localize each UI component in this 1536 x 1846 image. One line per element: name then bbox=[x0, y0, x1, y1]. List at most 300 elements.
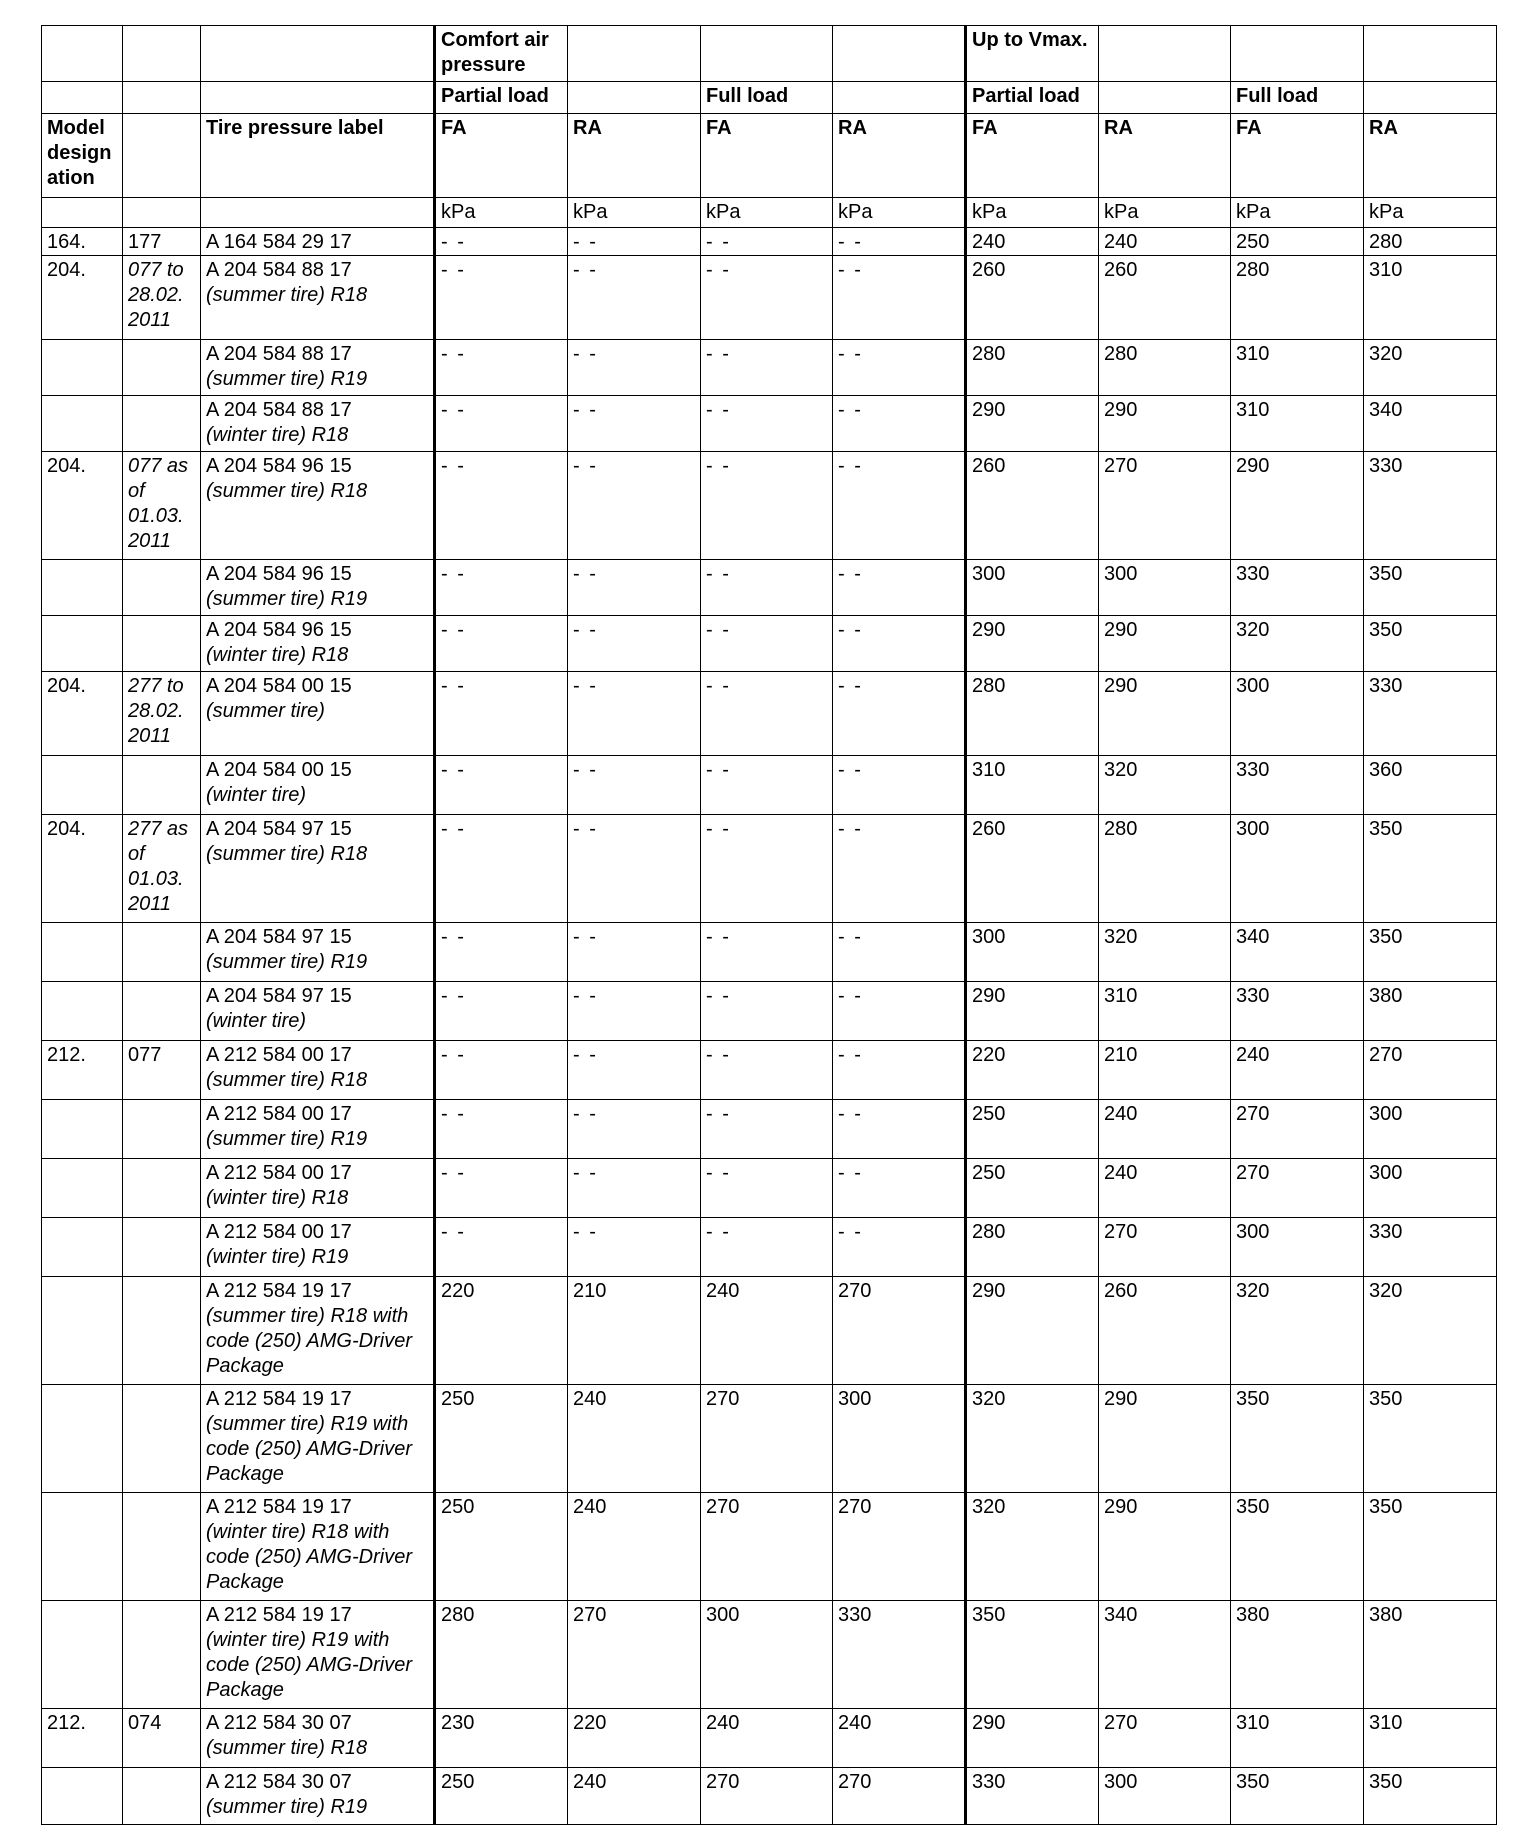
version-code-cell bbox=[123, 396, 201, 452]
pressure-value-cell: - - bbox=[568, 228, 701, 256]
pressure-value-cell: 330 bbox=[1364, 452, 1497, 560]
part-number: A 204 584 88 17 bbox=[206, 343, 352, 365]
pressure-value-cell: 290 bbox=[1099, 672, 1231, 756]
table-row bbox=[42, 815, 1497, 923]
pressure-value-cell: 330 bbox=[1364, 1218, 1497, 1277]
pressure-value-cell: - - bbox=[435, 1218, 568, 1277]
model-designation-cell bbox=[42, 1768, 123, 1825]
tire-pressure-label-cell bbox=[201, 396, 435, 452]
part-number: A 204 584 96 15 bbox=[206, 563, 352, 585]
pressure-value-cell: - - bbox=[701, 982, 833, 1041]
version-code-cell bbox=[123, 1218, 201, 1277]
version-code-cell bbox=[123, 1277, 201, 1385]
pressure-value-cell: 220 bbox=[966, 1041, 1099, 1100]
part-number: A 212 584 19 17 bbox=[206, 1388, 352, 1410]
comfort-air-pressure-header: Comfort air pressure bbox=[435, 26, 568, 82]
version-code-cell bbox=[123, 1385, 201, 1493]
part-number: A 204 584 96 15 bbox=[206, 619, 352, 641]
pressure-value-cell: 270 bbox=[701, 1768, 833, 1825]
pressure-value-cell: - - bbox=[435, 340, 568, 396]
model-designation-cell bbox=[42, 1277, 123, 1385]
pressure-value-cell: 340 bbox=[1231, 923, 1364, 982]
table-row bbox=[42, 1768, 1497, 1825]
part-number: A 212 584 19 17 bbox=[206, 1280, 352, 1302]
model-designation-cell bbox=[42, 756, 123, 815]
tire-pressure-label-cell bbox=[201, 1385, 435, 1493]
pressure-value-cell: 330 bbox=[1364, 672, 1497, 756]
pressure-value-cell: 290 bbox=[1231, 452, 1364, 560]
unit-label: kPa bbox=[568, 198, 701, 228]
pressure-value-cell: 240 bbox=[568, 1385, 701, 1493]
pressure-value-cell: 280 bbox=[1099, 815, 1231, 923]
pressure-value-cell: - - bbox=[701, 560, 833, 616]
pressure-value-cell: 240 bbox=[1099, 228, 1231, 256]
pressure-value-cell: - - bbox=[833, 256, 966, 340]
table-row bbox=[42, 1277, 1497, 1385]
table-row bbox=[42, 1601, 1497, 1709]
pressure-value-cell: - - bbox=[435, 256, 568, 340]
pressure-value-cell: 220 bbox=[435, 1277, 568, 1385]
pressure-value-cell: - - bbox=[833, 672, 966, 756]
pressure-value-cell: 330 bbox=[1231, 982, 1364, 1041]
pressure-value-cell: - - bbox=[435, 452, 568, 560]
tire-description: (summer tire) R18 bbox=[206, 284, 368, 306]
tire-description: (summer tire) R19 bbox=[206, 951, 368, 973]
table-row bbox=[42, 256, 1497, 340]
pressure-value-cell: - - bbox=[701, 396, 833, 452]
pressure-value-cell: - - bbox=[568, 1041, 701, 1100]
pressure-value-cell: 280 bbox=[966, 672, 1099, 756]
version-code-cell bbox=[123, 756, 201, 815]
part-number: A 204 584 00 15 bbox=[206, 759, 352, 781]
pressure-value-cell: 290 bbox=[966, 982, 1099, 1041]
pressure-value-cell: - - bbox=[701, 340, 833, 396]
pressure-value-cell: 300 bbox=[833, 1385, 966, 1493]
part-number: A 204 584 88 17 bbox=[206, 399, 352, 421]
model-designation-header: Model design ation bbox=[42, 114, 123, 198]
pressure-value-cell: 210 bbox=[1099, 1041, 1231, 1100]
model-designation-cell bbox=[42, 923, 123, 982]
pressure-value-cell: - - bbox=[435, 560, 568, 616]
tire-description: (summer tire) R18 bbox=[206, 480, 368, 502]
unit-label: kPa bbox=[701, 198, 833, 228]
comfort-full-load-header: Full load bbox=[701, 82, 833, 114]
table-row bbox=[42, 1385, 1497, 1493]
pressure-value-cell: 290 bbox=[966, 1277, 1099, 1385]
front-axle-header: FA bbox=[435, 114, 568, 198]
tire-pressure-label-cell bbox=[201, 616, 435, 672]
unit-label: kPa bbox=[1099, 198, 1231, 228]
tire-pressure-label-cell bbox=[201, 1601, 435, 1709]
pressure-value-cell: 350 bbox=[1231, 1768, 1364, 1825]
pressure-value-cell: 300 bbox=[966, 923, 1099, 982]
table-row bbox=[42, 1100, 1497, 1159]
part-number: A 212 584 00 17 bbox=[206, 1044, 352, 1066]
version-code-cell: 077 bbox=[123, 1041, 201, 1100]
tire-pressure-label-cell bbox=[201, 1041, 435, 1100]
model-designation-cell bbox=[42, 340, 123, 396]
header-row-unit bbox=[42, 198, 1497, 228]
part-number: A 204 584 97 15 bbox=[206, 985, 352, 1007]
pressure-value-cell: - - bbox=[435, 672, 568, 756]
version-code-cell bbox=[123, 560, 201, 616]
vmax-full-load-header: Full load bbox=[1231, 82, 1364, 114]
header-row-group bbox=[42, 26, 1497, 82]
tire-description: (summer tire) bbox=[206, 700, 325, 722]
pressure-value-cell: 320 bbox=[1231, 616, 1364, 672]
pressure-value-cell: 240 bbox=[701, 1709, 833, 1768]
unit-label: kPa bbox=[966, 198, 1099, 228]
pressure-value-cell: 210 bbox=[568, 1277, 701, 1385]
pressure-value-cell: - - bbox=[833, 756, 966, 815]
pressure-value-cell: 270 bbox=[701, 1385, 833, 1493]
pressure-value-cell: 300 bbox=[1231, 1218, 1364, 1277]
tire-description: (summer tire) R18 bbox=[206, 1737, 368, 1759]
tire-description: (summer tire) R18 bbox=[206, 1069, 368, 1091]
tire-pressure-table bbox=[41, 25, 1497, 1825]
tire-pressure-label-cell bbox=[201, 1277, 435, 1385]
tire-pressure-label-cell bbox=[201, 815, 435, 923]
pressure-value-cell: - - bbox=[833, 1159, 966, 1218]
table-row bbox=[42, 1493, 1497, 1601]
pressure-value-cell: 270 bbox=[1231, 1159, 1364, 1218]
pressure-value-cell: - - bbox=[701, 228, 833, 256]
pressure-value-cell: 380 bbox=[1231, 1601, 1364, 1709]
model-designation-cell: 204. bbox=[42, 672, 123, 756]
pressure-value-cell: - - bbox=[435, 1041, 568, 1100]
pressure-value-cell: 290 bbox=[966, 616, 1099, 672]
pressure-value-cell: 250 bbox=[435, 1493, 568, 1601]
model-designation-cell: 204. bbox=[42, 815, 123, 923]
table-row bbox=[42, 228, 1497, 256]
pressure-value-cell: - - bbox=[568, 756, 701, 815]
pressure-value-cell: 300 bbox=[1364, 1159, 1497, 1218]
pressure-value-cell: 350 bbox=[1364, 1493, 1497, 1601]
pressure-value-cell: 280 bbox=[1099, 340, 1231, 396]
tire-pressure-label-cell bbox=[201, 340, 435, 396]
pressure-value-cell: 350 bbox=[1364, 815, 1497, 923]
pressure-value-cell: 240 bbox=[1099, 1159, 1231, 1218]
pressure-value-cell: 300 bbox=[966, 560, 1099, 616]
pressure-value-cell: - - bbox=[568, 982, 701, 1041]
pressure-value-cell: 270 bbox=[1099, 452, 1231, 560]
tire-description: (summer tire) R19 bbox=[206, 588, 368, 610]
unit-label: kPa bbox=[1231, 198, 1364, 228]
pressure-value-cell: 270 bbox=[1099, 1218, 1231, 1277]
pressure-value-cell: 280 bbox=[435, 1601, 568, 1709]
tire-pressure-label-cell bbox=[201, 756, 435, 815]
pressure-value-cell: 310 bbox=[1099, 982, 1231, 1041]
pressure-value-cell: 350 bbox=[966, 1601, 1099, 1709]
tire-pressure-label-cell bbox=[201, 1159, 435, 1218]
pressure-value-cell: - - bbox=[568, 340, 701, 396]
model-designation-cell bbox=[42, 396, 123, 452]
pressure-value-cell: 350 bbox=[1364, 923, 1497, 982]
version-code-cell bbox=[123, 1601, 201, 1709]
part-number: A 164 584 29 17 bbox=[206, 231, 352, 253]
pressure-value-cell: - - bbox=[701, 1159, 833, 1218]
pressure-value-cell: 330 bbox=[966, 1768, 1099, 1825]
pressure-value-cell: - - bbox=[833, 560, 966, 616]
pressure-value-cell: - - bbox=[701, 756, 833, 815]
pressure-value-cell: 240 bbox=[1231, 1041, 1364, 1100]
rear-axle-header: RA bbox=[1099, 114, 1231, 198]
pressure-value-cell: 300 bbox=[1099, 560, 1231, 616]
pressure-value-cell: 270 bbox=[568, 1601, 701, 1709]
table-row bbox=[42, 1041, 1497, 1100]
pressure-value-cell: 270 bbox=[1099, 1709, 1231, 1768]
pressure-value-cell: 240 bbox=[568, 1493, 701, 1601]
version-code-cell: 277 as of 01.03. 2011 bbox=[123, 815, 201, 923]
pressure-value-cell: 240 bbox=[1099, 1100, 1231, 1159]
pressure-value-cell: 290 bbox=[1099, 1493, 1231, 1601]
pressure-value-cell: 300 bbox=[1364, 1100, 1497, 1159]
pressure-value-cell: - - bbox=[568, 1159, 701, 1218]
pressure-value-cell: 260 bbox=[966, 256, 1099, 340]
part-number: A 212 584 00 17 bbox=[206, 1103, 352, 1125]
pressure-value-cell: - - bbox=[568, 256, 701, 340]
pressure-value-cell: - - bbox=[701, 256, 833, 340]
model-designation-cell: 204. bbox=[42, 256, 123, 340]
pressure-value-cell: - - bbox=[833, 1041, 966, 1100]
pressure-value-cell: - - bbox=[568, 1100, 701, 1159]
pressure-value-cell: - - bbox=[568, 1218, 701, 1277]
part-number: A 204 584 97 15 bbox=[206, 926, 352, 948]
pressure-value-cell: 290 bbox=[1099, 396, 1231, 452]
part-number: A 204 584 97 15 bbox=[206, 818, 352, 840]
pressure-value-cell: 270 bbox=[1364, 1041, 1497, 1100]
table-row bbox=[42, 672, 1497, 756]
pressure-value-cell: 240 bbox=[568, 1768, 701, 1825]
pressure-value-cell: 290 bbox=[966, 1709, 1099, 1768]
tire-description: (winter tire) bbox=[206, 784, 307, 806]
pressure-value-cell: - - bbox=[435, 228, 568, 256]
pressure-value-cell: - - bbox=[701, 452, 833, 560]
pressure-value-cell: - - bbox=[568, 672, 701, 756]
pressure-value-cell: - - bbox=[833, 396, 966, 452]
model-designation-cell bbox=[42, 1100, 123, 1159]
pressure-value-cell: 280 bbox=[1231, 256, 1364, 340]
pressure-value-cell: - - bbox=[833, 452, 966, 560]
pressure-value-cell: - - bbox=[833, 815, 966, 923]
version-code-cell bbox=[123, 340, 201, 396]
unit-label: kPa bbox=[1364, 198, 1497, 228]
tire-description: (summer tire) R19 with code (250) AMG-Driver Package bbox=[206, 1413, 412, 1485]
pressure-value-cell: 290 bbox=[1099, 616, 1231, 672]
pressure-value-cell: 260 bbox=[966, 815, 1099, 923]
pressure-value-cell: 300 bbox=[1231, 815, 1364, 923]
model-designation-cell bbox=[42, 1385, 123, 1493]
pressure-value-cell: - - bbox=[833, 228, 966, 256]
tire-description: (summer tire) R19 bbox=[206, 1796, 368, 1818]
pressure-value-cell: 360 bbox=[1364, 756, 1497, 815]
table-row bbox=[42, 1159, 1497, 1218]
up-to-vmax-header: Up to Vmax. bbox=[966, 26, 1099, 82]
table-row bbox=[42, 616, 1497, 672]
tire-description: (winter tire) R19 bbox=[206, 1246, 349, 1268]
pressure-value-cell: 310 bbox=[1231, 396, 1364, 452]
table-row bbox=[42, 396, 1497, 452]
part-number: A 204 584 96 15 bbox=[206, 455, 352, 477]
pressure-value-cell: 240 bbox=[833, 1709, 966, 1768]
part-number: A 212 584 00 17 bbox=[206, 1162, 352, 1184]
vmax-partial-load-header: Partial load bbox=[966, 82, 1099, 114]
pressure-value-cell: 310 bbox=[1364, 1709, 1497, 1768]
rear-axle-header: RA bbox=[833, 114, 966, 198]
tire-pressure-label-cell bbox=[201, 923, 435, 982]
header-row-load bbox=[42, 82, 1497, 114]
pressure-value-cell: - - bbox=[435, 923, 568, 982]
tire-description: (winter tire) R19 with code (250) AMG-Driver Package bbox=[206, 1629, 412, 1701]
pressure-value-cell: - - bbox=[701, 616, 833, 672]
tire-pressure-label-cell bbox=[201, 256, 435, 340]
model-designation-cell: 204. bbox=[42, 452, 123, 560]
pressure-value-cell: 280 bbox=[966, 1218, 1099, 1277]
pressure-value-cell: - - bbox=[833, 1218, 966, 1277]
front-axle-header: FA bbox=[701, 114, 833, 198]
pressure-value-cell: - - bbox=[701, 1100, 833, 1159]
pressure-value-cell: - - bbox=[435, 982, 568, 1041]
pressure-value-cell: - - bbox=[833, 982, 966, 1041]
model-designation-cell bbox=[42, 616, 123, 672]
version-code-cell: 074 bbox=[123, 1709, 201, 1768]
pressure-value-cell: 300 bbox=[1099, 1768, 1231, 1825]
pressure-value-cell: 250 bbox=[966, 1100, 1099, 1159]
part-number: A 204 584 00 15 bbox=[206, 675, 352, 697]
pressure-value-cell: - - bbox=[435, 1100, 568, 1159]
version-code-cell bbox=[123, 982, 201, 1041]
pressure-value-cell: - - bbox=[701, 815, 833, 923]
pressure-value-cell: 350 bbox=[1364, 1768, 1497, 1825]
part-number: A 212 584 00 17 bbox=[206, 1221, 352, 1243]
model-designation-cell bbox=[42, 1601, 123, 1709]
tire-description: (summer tire) R18 with code (250) AMG-Driver Package bbox=[206, 1305, 412, 1377]
pressure-value-cell: 260 bbox=[1099, 1277, 1231, 1385]
part-number: A 212 584 19 17 bbox=[206, 1496, 352, 1518]
pressure-value-cell: 310 bbox=[966, 756, 1099, 815]
pressure-value-cell: 330 bbox=[833, 1601, 966, 1709]
version-code-cell: 177 bbox=[123, 228, 201, 256]
tire-pressure-label-header: Tire pressure label bbox=[201, 114, 435, 198]
model-designation-cell bbox=[42, 982, 123, 1041]
version-code-cell: 077 to 28.02. 2011 bbox=[123, 256, 201, 340]
pressure-value-cell: - - bbox=[435, 616, 568, 672]
pressure-value-cell: 320 bbox=[1364, 1277, 1497, 1385]
pressure-value-cell: 350 bbox=[1364, 560, 1497, 616]
pressure-value-cell: 280 bbox=[1364, 228, 1497, 256]
pressure-value-cell: 320 bbox=[966, 1385, 1099, 1493]
pressure-value-cell: - - bbox=[568, 616, 701, 672]
pressure-value-cell: 380 bbox=[1364, 982, 1497, 1041]
pressure-value-cell: - - bbox=[568, 396, 701, 452]
tire-description: (summer tire) R19 bbox=[206, 368, 368, 390]
pressure-value-cell: - - bbox=[435, 756, 568, 815]
pressure-value-cell: 380 bbox=[1364, 1601, 1497, 1709]
tire-description: (winter tire) R18 bbox=[206, 1187, 349, 1209]
pressure-value-cell: - - bbox=[833, 340, 966, 396]
tire-pressure-label-cell bbox=[201, 1100, 435, 1159]
tire-pressure-label-cell bbox=[201, 228, 435, 256]
pressure-value-cell: 340 bbox=[1364, 396, 1497, 452]
tire-description: (summer tire) R19 bbox=[206, 1128, 368, 1150]
version-code-cell bbox=[123, 1159, 201, 1218]
front-axle-header: FA bbox=[966, 114, 1099, 198]
pressure-value-cell: 250 bbox=[1231, 228, 1364, 256]
pressure-value-cell: - - bbox=[701, 1218, 833, 1277]
tire-pressure-label-cell bbox=[201, 560, 435, 616]
version-code-cell bbox=[123, 1768, 201, 1825]
pressure-value-cell: - - bbox=[568, 923, 701, 982]
pressure-value-cell: 320 bbox=[1364, 340, 1497, 396]
model-designation-cell: 212. bbox=[42, 1041, 123, 1100]
tire-pressure-label-cell bbox=[201, 1768, 435, 1825]
pressure-value-cell: - - bbox=[833, 1100, 966, 1159]
model-designation-cell bbox=[42, 1218, 123, 1277]
table-row bbox=[42, 982, 1497, 1041]
pressure-value-cell: 270 bbox=[833, 1493, 966, 1601]
pressure-value-cell: - - bbox=[435, 1159, 568, 1218]
part-number: A 212 584 30 07 bbox=[206, 1712, 352, 1734]
pressure-value-cell: 250 bbox=[966, 1159, 1099, 1218]
front-axle-header: FA bbox=[1231, 114, 1364, 198]
pressure-value-cell: 320 bbox=[1231, 1277, 1364, 1385]
pressure-value-cell: 350 bbox=[1231, 1385, 1364, 1493]
tire-description: (winter tire) R18 bbox=[206, 424, 349, 446]
pressure-value-cell: 310 bbox=[1231, 340, 1364, 396]
tire-description: (summer tire) R18 bbox=[206, 843, 368, 865]
version-code-cell: 277 to 28.02. 2011 bbox=[123, 672, 201, 756]
tire-pressure-label-cell bbox=[201, 1493, 435, 1601]
pressure-value-cell: 260 bbox=[966, 452, 1099, 560]
tire-pressure-label-cell bbox=[201, 982, 435, 1041]
pressure-value-cell: - - bbox=[701, 672, 833, 756]
version-code-cell bbox=[123, 1493, 201, 1601]
version-code-cell: 077 as of 01.03. 2011 bbox=[123, 452, 201, 560]
table-row bbox=[42, 1709, 1497, 1768]
pressure-value-cell: 350 bbox=[1364, 1385, 1497, 1493]
version-code-cell bbox=[123, 923, 201, 982]
pressure-value-cell: - - bbox=[568, 560, 701, 616]
pressure-value-cell: 300 bbox=[701, 1601, 833, 1709]
part-number: A 212 584 19 17 bbox=[206, 1604, 352, 1626]
pressure-value-cell: 310 bbox=[1364, 256, 1497, 340]
unit-label: kPa bbox=[435, 198, 568, 228]
part-number: A 204 584 88 17 bbox=[206, 259, 352, 281]
tire-description: (winter tire) R18 with code (250) AMG-Driver Package bbox=[206, 1521, 412, 1593]
pressure-value-cell: - - bbox=[701, 923, 833, 982]
table-row bbox=[42, 340, 1497, 396]
model-designation-cell: 164. bbox=[42, 228, 123, 256]
table-row bbox=[42, 1218, 1497, 1277]
pressure-value-cell: 320 bbox=[1099, 756, 1231, 815]
pressure-value-cell: 270 bbox=[833, 1277, 966, 1385]
table-row bbox=[42, 756, 1497, 815]
pressure-value-cell: 230 bbox=[435, 1709, 568, 1768]
table-row bbox=[42, 452, 1497, 560]
model-designation-cell bbox=[42, 1493, 123, 1601]
pressure-value-cell: - - bbox=[833, 616, 966, 672]
pressure-value-cell: 220 bbox=[568, 1709, 701, 1768]
pressure-value-cell: 250 bbox=[435, 1385, 568, 1493]
header-row-axle bbox=[42, 114, 1497, 198]
tire-pressure-label-cell bbox=[201, 1218, 435, 1277]
table-row bbox=[42, 923, 1497, 982]
pressure-value-cell: - - bbox=[568, 815, 701, 923]
rear-axle-header: RA bbox=[1364, 114, 1497, 198]
pressure-value-cell: 280 bbox=[966, 340, 1099, 396]
tire-pressure-label-cell bbox=[201, 672, 435, 756]
pressure-value-cell: 340 bbox=[1099, 1601, 1231, 1709]
